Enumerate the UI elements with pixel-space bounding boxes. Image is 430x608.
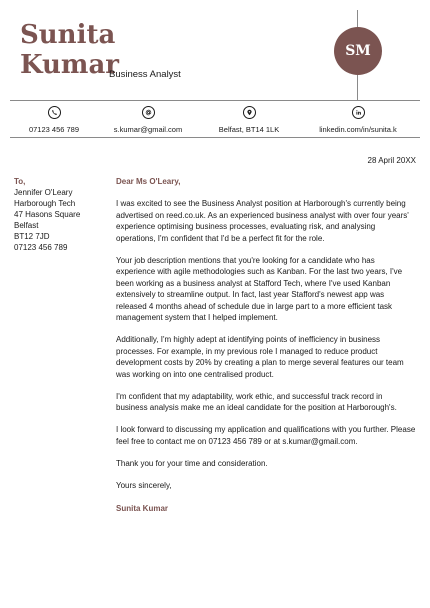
- phone-text[interactable]: 07123 456 789: [28, 125, 80, 134]
- recipient-line: Jennifer O'Leary: [14, 188, 73, 197]
- contact-divider-bottom: [10, 137, 420, 138]
- location-text: Belfast, BT14 1LK: [218, 125, 280, 134]
- recipient-line: Harborough Tech: [14, 199, 76, 208]
- last-name: Kumar: [20, 50, 119, 80]
- contact-divider-top: [10, 100, 420, 101]
- first-name: Sunita: [20, 20, 116, 50]
- letter-paragraph: Additionally, I'm highly adept at identifying points of inefficiency in business processes. For example, in my previous role I managed to reduce product development costs by 20% by creating a plan to merge several features our team was working on into one centralised product.: [116, 335, 404, 379]
- applicant-name: [20, 20, 119, 80]
- phone-icon: [48, 106, 61, 119]
- letter-greeting: Dear Ms O'Leary,: [116, 177, 181, 186]
- email-icon: [142, 106, 155, 119]
- letter-paragraph: I was excited to see the Business Analyst position at Harborough's currently being advertised on reed.co.uk. As an experienced business analyst with over four years' experience optimising business processes, evaluating risk, and analysing operations, I'm confident that I'd be a perfect fit for the role.: [116, 199, 409, 243]
- recipient-line: Belfast: [14, 221, 39, 230]
- recipient-line: BT12 7JD: [14, 232, 50, 241]
- letter-paragraph: I'm confident that my adaptability, work ethic, and successful track record in business analysis make me an ideal candidate for the position at Harborough's.: [116, 391, 397, 412]
- location-icon: [243, 106, 256, 119]
- linkedin-text[interactable]: linkedin.com/in/sunita.k: [319, 125, 397, 134]
- job-title: Business Analyst: [109, 69, 181, 80]
- letter-paragraph: Thank you for your time and consideration.: [116, 458, 268, 468]
- contact-linkedin: [298, 106, 418, 134]
- contact-location: [189, 106, 309, 134]
- letter-paragraph: I look forward to discussing my application and qualifications with you further. Please feel free to contact me on 07123 456 789 or at s.kumar@gmail.com.: [116, 425, 416, 446]
- letter-body: [116, 176, 416, 515]
- recipient-block: [14, 176, 104, 253]
- letter-paragraph: Your job description mentions that you're looking for a candidate who has experience with agile methodologies such as Kanban. For the last two years, I've been working as a business analyst at Stafford Tech, where I've used Kanban extensively to streamline output. In fact, last year Stafford's newest app was released 4 months ahead of schedule due in large part to a more efficient task management system that I helped implement.: [116, 255, 403, 322]
- recipient-line: 47 Hasons Square: [14, 210, 81, 219]
- email-text[interactable]: s.kumar@gmail.com: [113, 125, 183, 134]
- linkedin-icon: [352, 106, 365, 119]
- letter-date: 28 April 20XX: [367, 156, 416, 165]
- letter-closing: Yours sincerely,: [116, 480, 172, 490]
- recipient-label: To,: [14, 177, 26, 186]
- signature-name: Sunita Kumar: [116, 504, 169, 513]
- monogram-badge: SM: [334, 27, 382, 75]
- recipient-line: 07123 456 789: [14, 243, 68, 252]
